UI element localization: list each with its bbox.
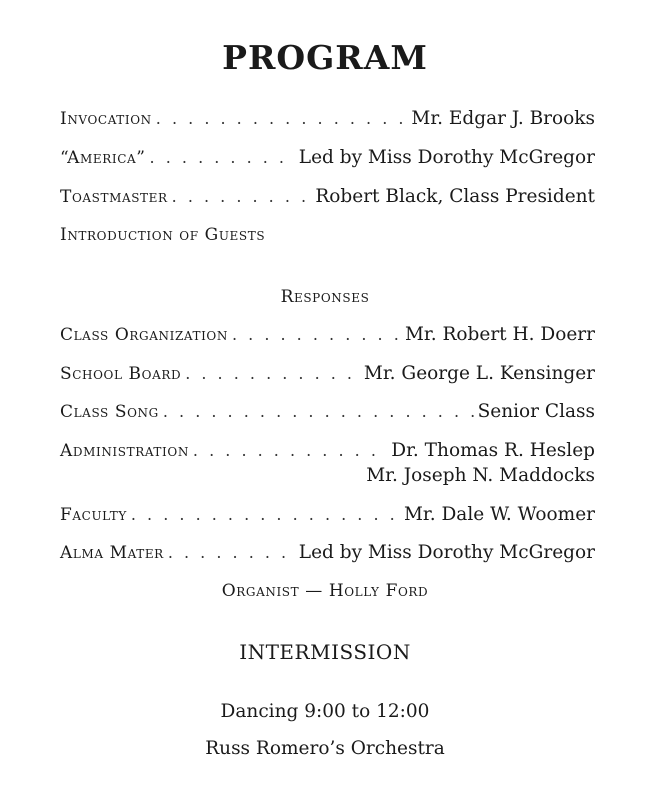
dot-leader — [131, 505, 400, 524]
item-name-continued: Mr. Joseph N. Maddocks — [366, 465, 595, 486]
response-faculty — [60, 504, 595, 525]
program-item-invocation — [60, 108, 595, 129]
program-item-toastmaster — [60, 186, 595, 207]
response-school-board — [60, 363, 595, 384]
dot-leader — [232, 325, 401, 344]
dot-leader — [156, 109, 408, 128]
item-label: Class Song — [60, 402, 159, 422]
item-name: Led by Miss Dorothy McGregor — [298, 147, 595, 168]
item-label: Invocation — [60, 109, 152, 129]
item-label: Introduction of Guests — [60, 225, 266, 245]
program-item-introduction — [60, 225, 595, 245]
item-name: Mr. Edgar J. Brooks — [411, 108, 595, 129]
item-label: Alma Mater — [60, 543, 164, 563]
item-label: School Board — [60, 364, 182, 384]
dot-leader — [193, 441, 387, 460]
program-title: PROGRAM — [222, 38, 428, 77]
response-class-organization — [60, 324, 595, 345]
intermission-heading: INTERMISSION — [239, 640, 411, 664]
response-alma-mater — [60, 542, 595, 563]
item-name: Robert Black, Class President — [315, 186, 595, 207]
program-item-america — [60, 147, 595, 168]
item-label: Class Organization — [60, 325, 228, 345]
item-label: “America” — [60, 148, 146, 168]
response-administration — [60, 440, 595, 461]
item-name: Senior Class — [477, 401, 595, 422]
item-label: Toastmaster — [60, 187, 168, 207]
item-name: Dr. Thomas R. Heslep — [391, 440, 595, 461]
item-label: Faculty — [60, 505, 127, 525]
dot-leader — [163, 402, 474, 421]
organist-line: Organist — Holly Ford — [221, 581, 429, 601]
dot-leader — [185, 364, 360, 383]
dot-leader — [150, 148, 295, 167]
item-name: Mr. George L. Kensinger — [363, 363, 595, 384]
dancing-line: Dancing 9:00 to 12:00 — [220, 701, 430, 722]
response-class-song — [60, 401, 595, 422]
item-name: Mr. Dale W. Woomer — [403, 504, 595, 525]
dot-leader — [172, 187, 312, 206]
orchestra-line: Russ Romero’s Orchestra — [205, 738, 445, 759]
item-name: Mr. Robert H. Doerr — [404, 324, 595, 345]
dot-leader — [168, 543, 295, 562]
item-label: Administration — [60, 441, 189, 461]
responses-heading: Responses — [280, 287, 370, 307]
item-name: Led by Miss Dorothy McGregor — [298, 542, 595, 563]
